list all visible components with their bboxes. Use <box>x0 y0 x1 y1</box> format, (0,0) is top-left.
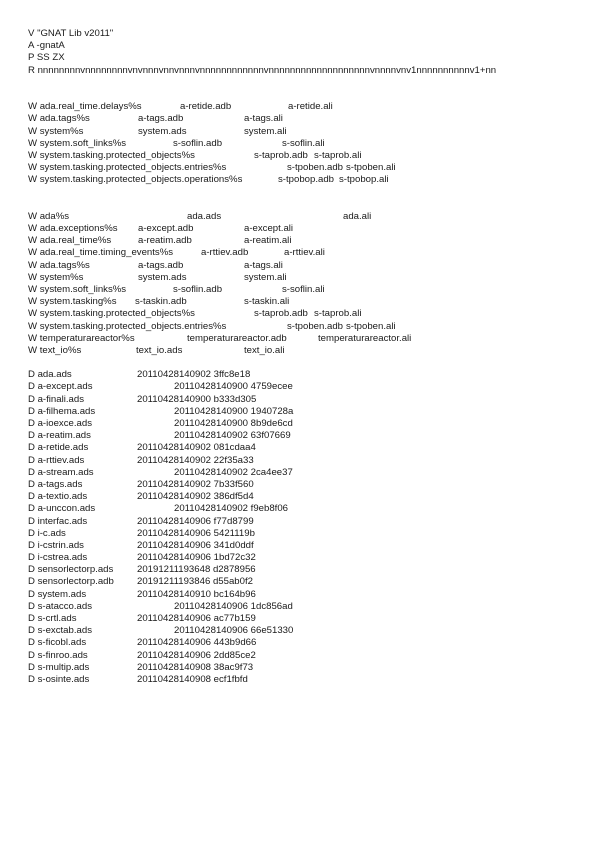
dependency-timestamp-checksum: 20110428140906 1bd72c32 <box>137 552 256 564</box>
dependency-file: D i-cstrin.ads <box>28 539 84 551</box>
with-line <box>28 321 588 333</box>
with-source: s-tpoben.adb <box>287 320 344 332</box>
with-ali: a-except.ali <box>244 223 294 234</box>
with-source: text_io.ads <box>136 344 183 356</box>
dependency-file: D ada.ads <box>28 369 72 381</box>
dependency-row <box>28 430 588 442</box>
dependency-timestamp-checksum: 20110428140902 3ffc8e18 <box>137 369 251 381</box>
dependency-file: D a-tags.ads <box>28 478 83 490</box>
with-unit: W ada.real_time%s <box>28 235 112 247</box>
dependency-timestamp-checksum: 20110428140908 ecf1fbfd <box>137 673 248 685</box>
dependency-timestamp-checksum: 20110428140906 66e51330 <box>174 625 294 637</box>
dependency-file: D system.ads <box>28 588 87 600</box>
dependency-row <box>28 467 588 479</box>
with-ali: text_io.ali <box>244 344 285 356</box>
dependency-row <box>28 369 588 381</box>
dependency-timestamp-checksum: 20110428140902 386df5d4 <box>137 491 254 503</box>
dependency-row <box>28 576 588 588</box>
with-line <box>28 260 588 272</box>
dependency-timestamp-checksum: 20110428140906 2dd85ce2 <box>137 649 256 661</box>
with-source: system.ads <box>138 125 187 137</box>
dependency-timestamp-checksum: 20110428140902 22f35a33 <box>137 454 254 466</box>
with-ali: s-soflin.ali <box>282 283 325 295</box>
dependency-timestamp-checksum: 20110428140900 8b9de6cd <box>174 418 293 429</box>
with-ali: s-tpobop.ali <box>339 174 389 186</box>
dependency-timestamp-checksum: 20110428140906 1dc856ad <box>174 600 293 612</box>
with-unit: W system.soft_links%s <box>28 283 127 295</box>
dependency-row <box>28 564 588 576</box>
with-unit: W system.tasking.protected_objects.entries%s <box>28 162 227 174</box>
dependency-row <box>28 418 588 430</box>
dependency-file: D a-finali.ads <box>28 393 84 405</box>
r-line: R nnnnnnnnvnnnnnnnnvnvnnnvnnvnnnvnnnnnnnnnnnnvnnnnnnnnnnnnnnnnnnnvnnnnvnv1nnnnnnnnnnv1+nn <box>28 64 497 76</box>
with-line <box>28 126 588 138</box>
dependency-timestamp-checksum: 20191211193846 d55ab0f2 <box>137 576 253 588</box>
dependency-row <box>28 589 588 601</box>
with-unit: W system%s <box>28 271 84 283</box>
dependency-timestamp-checksum: 20110428140906 5421119b <box>137 527 255 539</box>
dependency-row <box>28 552 588 564</box>
with-line <box>28 138 588 150</box>
with-unit: W ada.real_time.timing_events%s <box>28 247 174 259</box>
dependency-row <box>28 503 588 515</box>
args-line: A -gnatA <box>28 40 65 52</box>
dependency-row <box>28 479 588 491</box>
with-line <box>28 333 588 345</box>
dependency-timestamp-checksum: 20110428140900 4759ecee <box>174 381 293 393</box>
with-unit: W ada.exceptions%s <box>28 223 118 234</box>
with-source: a-retide.adb <box>180 101 232 113</box>
with-source: s-tpobop.adb <box>278 174 335 186</box>
with-ali: ada.ali <box>343 210 372 222</box>
dependency-row <box>28 625 588 637</box>
dependency-file: D sensorlectorp.adb <box>28 576 114 588</box>
with-line <box>28 150 588 162</box>
dependency-row <box>28 637 588 649</box>
dependency-file: D s-exctab.ads <box>28 625 92 637</box>
dependency-timestamp-checksum: 20110428140902 081cdaa4 <box>137 442 256 454</box>
dependency-file: D a-textio.ads <box>28 491 88 503</box>
with-line <box>28 284 588 296</box>
with-source: s-soflin.adb <box>173 283 223 295</box>
with-line <box>28 308 588 320</box>
dependency-timestamp-checksum: 20110428140902 f9eb8f06 <box>174 503 288 515</box>
dependency-timestamp-checksum: 20110428140906 341d0ddf <box>137 539 254 551</box>
with-ali: temperaturareactor.ali <box>318 332 412 344</box>
with-source: a-tags.adb <box>138 259 184 271</box>
dependency-file: D s-crtl.ads <box>28 613 77 624</box>
dependency-file: D a-retide.ads <box>28 442 89 454</box>
dependency-file: D s-multip.ads <box>28 661 90 673</box>
with-unit: W system.soft_links%s <box>28 137 127 149</box>
with-line <box>28 223 588 235</box>
unit-body-with-list <box>28 101 588 186</box>
with-unit: W system.tasking.protected_objects.operations%s <box>28 174 243 186</box>
dependency-row <box>28 540 588 552</box>
dependency-file: D s-ficobl.ads <box>28 637 87 649</box>
with-source: s-taprob.adb <box>254 308 308 320</box>
with-unit: W system%s <box>28 125 84 137</box>
dependency-row <box>28 613 588 625</box>
dependency-file: D a-ioexce.ads <box>28 418 92 429</box>
dependency-timestamp-checksum: 20110428140902 2ca4ee37 <box>174 466 293 478</box>
dependency-file: D s-osinte.ads <box>28 673 90 685</box>
dependency-timestamp-checksum: 20110428140900 b333d305 <box>137 393 257 405</box>
with-source: temperaturareactor.adb <box>187 332 287 344</box>
with-ali: s-taskin.ali <box>244 296 290 308</box>
dependency-timestamp-checksum: 20191211193648 d2878956 <box>137 564 256 576</box>
with-unit: W temperaturareactor%s <box>28 332 135 344</box>
with-line <box>28 345 588 357</box>
dependency-file: D s-finroo.ads <box>28 649 88 661</box>
dependency-file: D a-stream.ads <box>28 466 94 478</box>
with-unit: W system.tasking.protected_objects%s <box>28 149 195 161</box>
unit-spec-with-list <box>28 211 588 357</box>
dependency-row <box>28 674 588 686</box>
with-source: s-soflin.adb <box>173 137 223 149</box>
dependency-list <box>28 369 588 686</box>
with-source: a-except.adb <box>138 223 194 234</box>
dependency-timestamp-checksum: 20110428140900 1940728a <box>174 405 294 417</box>
dependency-row <box>28 442 588 454</box>
with-ali: a-retide.ali <box>288 101 333 113</box>
with-line <box>28 113 588 125</box>
dependency-timestamp-checksum: 20110428140908 38ac9f73 <box>137 661 254 673</box>
dependency-row <box>28 455 588 467</box>
dependency-row <box>28 491 588 503</box>
dependency-file: D a-except.ads <box>28 381 93 393</box>
with-source: a-reatim.adb <box>138 235 192 247</box>
with-unit: W system.tasking.protected_objects%s <box>28 308 195 320</box>
with-unit: W system.tasking%s <box>28 296 117 308</box>
with-ali: s-taprob.ali <box>314 149 362 161</box>
dependency-file: D i-c.ads <box>28 527 66 539</box>
dependency-timestamp-checksum: 20110428140902 7b33f560 <box>137 478 254 490</box>
dependency-timestamp-checksum: 20110428140906 ac77b159 <box>137 613 256 624</box>
with-ali: s-tpoben.ali <box>346 320 396 332</box>
dependency-row <box>28 528 588 540</box>
with-ali: s-taprob.ali <box>314 308 362 320</box>
with-ali: a-tags.ali <box>244 113 283 125</box>
p-line: P SS ZX <box>28 52 65 64</box>
with-source: s-taprob.adb <box>254 149 308 161</box>
with-unit: W ada%s <box>28 210 70 222</box>
dependency-file: D sensorlectorp.ads <box>28 564 114 576</box>
ali-document <box>28 28 588 686</box>
dependency-row <box>28 381 588 393</box>
with-ali: a-reatim.ali <box>244 235 292 247</box>
dependency-row <box>28 601 588 613</box>
with-ali: a-tags.ali <box>244 259 283 271</box>
with-line <box>28 235 588 247</box>
with-unit: W ada.real_time.delays%s <box>28 101 142 113</box>
with-source: s-tpoben.adb <box>287 162 344 174</box>
with-source: ada.ads <box>187 210 222 222</box>
with-line <box>28 272 588 284</box>
with-line <box>28 247 588 259</box>
with-unit: W text_io%s <box>28 344 82 356</box>
dependency-row <box>28 406 588 418</box>
dependency-timestamp-checksum: 20110428140906 443b9d66 <box>137 637 257 649</box>
with-source: s-taskin.adb <box>135 296 187 308</box>
dependency-row <box>28 394 588 406</box>
dependency-timestamp-checksum: 20110428140906 f77d8799 <box>137 515 254 527</box>
dependency-row <box>28 650 588 662</box>
with-line <box>28 101 588 113</box>
with-line <box>28 211 588 223</box>
with-line <box>28 162 588 174</box>
with-source: a-tags.adb <box>138 113 184 125</box>
version-line: V "GNAT Lib v2011" <box>28 28 114 39</box>
dependency-file: D a-rttiev.ads <box>28 454 85 466</box>
dependency-file: D a-filhema.ads <box>28 405 96 417</box>
spacer <box>28 77 588 89</box>
with-ali: a-rttiev.ali <box>284 247 325 259</box>
dependency-row <box>28 662 588 674</box>
with-line <box>28 174 588 186</box>
with-source: a-rttiev.adb <box>201 247 249 259</box>
dependency-timestamp-checksum: 20110428140910 bc164b96 <box>137 588 256 600</box>
with-line <box>28 296 588 308</box>
with-source: system.ads <box>138 271 187 283</box>
with-ali: system.ali <box>244 125 287 137</box>
unit-spec-line <box>28 199 588 211</box>
dependency-file: D a-unccon.ads <box>28 503 96 515</box>
dependency-file: D s-atacco.ads <box>28 600 92 612</box>
unit-body-line <box>28 89 588 101</box>
dependency-file: D i-cstrea.ads <box>28 552 88 564</box>
with-ali: s-tpoben.ali <box>346 162 396 174</box>
dependency-row <box>28 516 588 528</box>
with-unit: W ada.tags%s <box>28 259 90 271</box>
with-unit: W ada.tags%s <box>28 113 90 125</box>
with-ali: system.ali <box>244 271 287 283</box>
spacer <box>28 357 588 369</box>
with-unit: W system.tasking.protected_objects.entries%s <box>28 320 227 332</box>
dependency-file: D a-reatim.ads <box>28 430 91 442</box>
spacer <box>28 186 588 198</box>
with-ali: s-soflin.ali <box>282 137 325 149</box>
dependency-timestamp-checksum: 20110428140902 63f07669 <box>174 430 291 442</box>
dependency-file: D interfac.ads <box>28 515 88 527</box>
